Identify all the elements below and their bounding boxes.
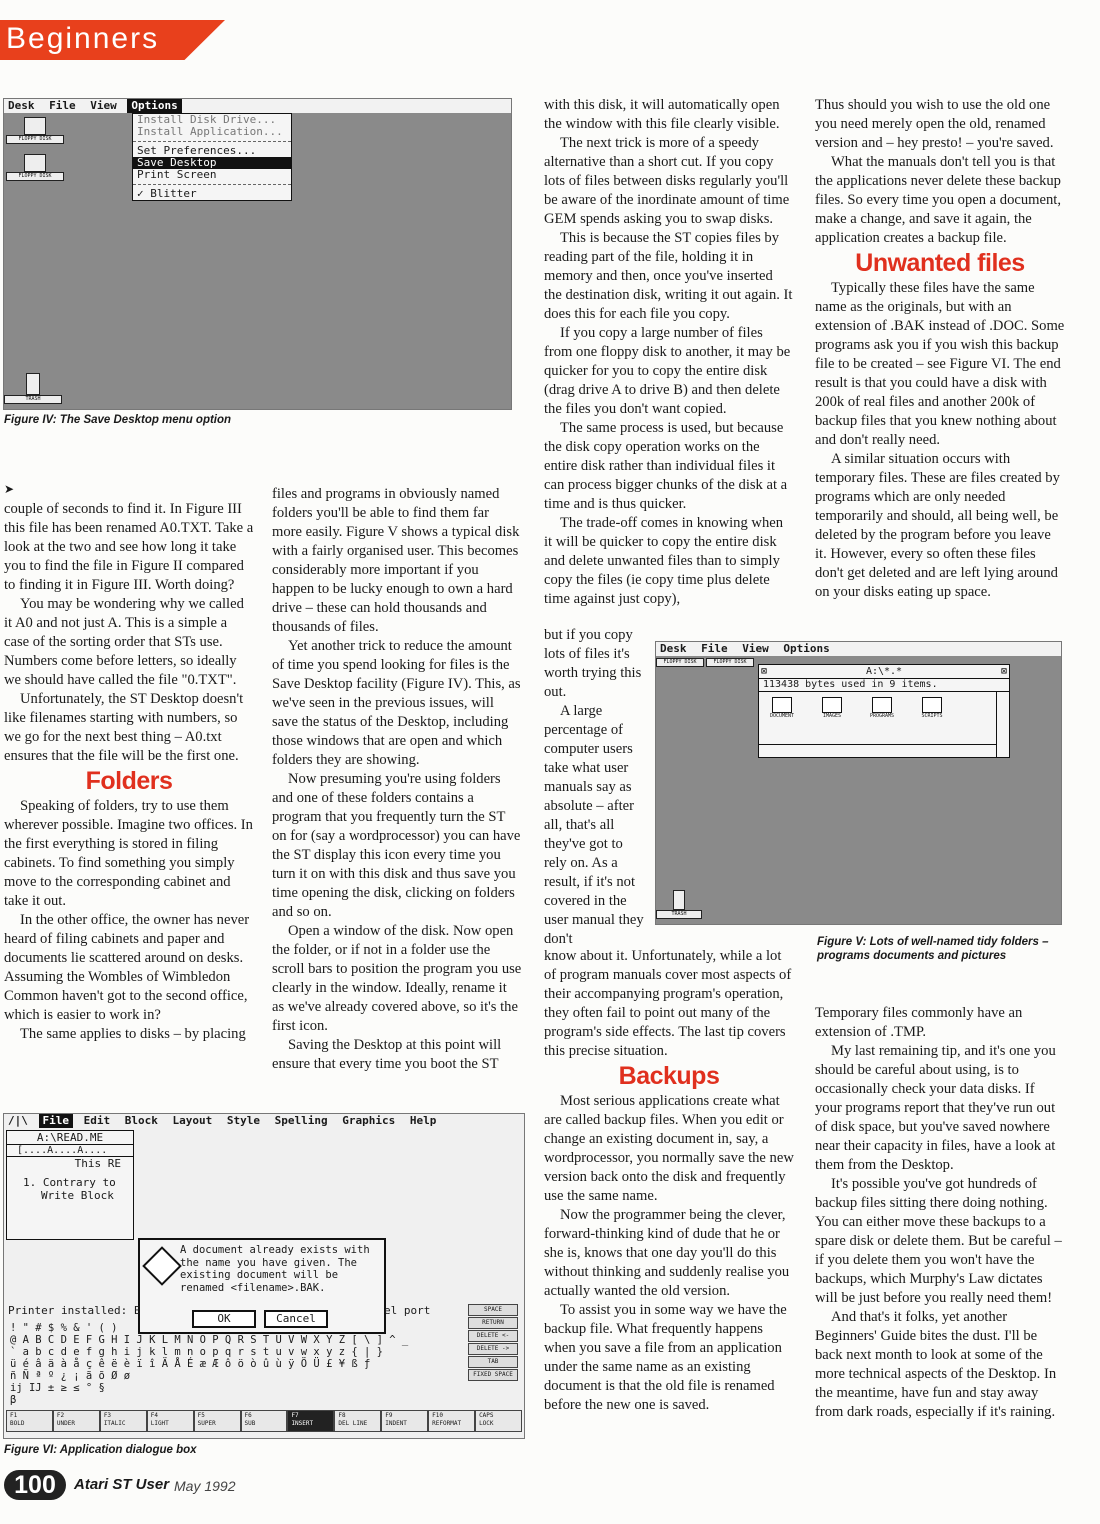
menu-options[interactable]: Options [783, 642, 830, 655]
paragraph: In the other office, the owner has never heard of filing cabinets and paper and documents lie scattered around on desks. Assuming the Wombles of Wimbledon Common haven't got to the second office, which is easier to work in? [4, 912, 250, 1023]
paragraph: This is because the ST copies files by reading part of the file, holding it in memory and then, once you've inserted the destination disk, writing it out again. It does this for each file you copy. [544, 230, 793, 322]
floppy-disk-icon-b[interactable] [6, 154, 64, 181]
trash-label: TRASH [656, 910, 702, 919]
floppy-disk-icon [24, 154, 46, 172]
key-id: F2 [56, 1412, 65, 1419]
key-label: INSERT [291, 1420, 314, 1427]
key-label: LIGHT [150, 1420, 169, 1427]
paragraph: know about it. Unfortunately, while a lot of program manuals cover most aspects of their accompanying program's operation, they often fail to point out many of the program's side effects. The last tip covers this precise situation. [544, 948, 792, 1059]
blitter-item[interactable]: ✓ Blitter [137, 187, 197, 200]
menu-help[interactable]: Help [409, 1114, 437, 1127]
cancel-button[interactable]: Cancel [264, 1310, 328, 1328]
key-id: F10 [432, 1412, 443, 1419]
key-id: F7 [291, 1412, 299, 1419]
page-number: 100 [4, 1470, 66, 1500]
options-dropdown [132, 113, 292, 201]
install-disk-drive-item: Install Disk Drive... [137, 113, 277, 126]
key-id: CAPS [479, 1412, 494, 1419]
heading-unwanted-files: Unwanted files [855, 249, 1025, 277]
key-id: F9 [385, 1412, 393, 1419]
key-label: BOLD [10, 1420, 25, 1427]
paragraph: Speaking of folders, try to use them wherever possible. Imagine two offices. In the first everything is stored in filing cabinets. To find something you simply move to the corresponding cabinet and take it out. [4, 798, 253, 909]
window-titlebar[interactable] [759, 665, 1009, 679]
paragraph: A large percentage of computer users take what user manuals say as absolute – after all, that's all they've got to rely on. As a result, if it's not covered in the user manual they don't [544, 703, 644, 947]
document-window[interactable] [6, 1130, 134, 1240]
menu-spelling[interactable]: Spelling [274, 1114, 328, 1127]
character-table[interactable] [10, 1322, 450, 1406]
column-1 [4, 500, 254, 1044]
trash-icon[interactable] [4, 373, 62, 404]
key-id: F6 [244, 1412, 252, 1419]
char-row: ` a b c d e f g h i j k l m n o p q r s t u v w x y z { | } [10, 1346, 383, 1358]
f2-under-key[interactable] [53, 1410, 100, 1432]
window-titlebar[interactable] [7, 1131, 133, 1145]
folder-label: SCRIPTS [921, 713, 943, 719]
paragraph: My last remaining tip, and it's one you should be careful about using, is to occasionally check your data disks. If your programs report that they've run out of disk space, but you've saved nowhere near their capacity in files, have a look at them from the Desktop. [815, 1043, 1056, 1173]
close-box-icon[interactable]: ⊠ [761, 666, 768, 677]
key-id: F3 [103, 1412, 112, 1419]
alert-text: A document already exists with the name you have given. The existing document will be renamed <filename>.BAK. [180, 1244, 370, 1294]
trash-can-icon [26, 373, 40, 395]
f7-insert-key[interactable] [287, 1410, 334, 1432]
figure-6-screen [3, 1113, 525, 1439]
char-row: ñ Ñ ª º ¿ ¡ ã õ Ø ø [10, 1370, 131, 1382]
key-id: F5 [197, 1412, 205, 1419]
window-title: A:\READ.ME [36, 1131, 104, 1144]
char-row: ! " # $ % & ' ( ) [10, 1322, 118, 1334]
key-label: LOCK [479, 1420, 494, 1427]
icon-label: FLOPPY DISK [656, 658, 704, 667]
folder-images[interactable] [817, 697, 847, 719]
caps-lock-key[interactable] [475, 1410, 522, 1432]
paragraph: files and programs in obviously named folders you'll be able to find them far more easily. Figure V shows a typical disk with a fairly organised user. This becomes considerably more important if you happen to be lucky enough to own a hard drive – these can hold thousands and thousands of files. [272, 486, 520, 635]
paragraph: Most serious applications create what are called backup files. When you edit or change an existing document in, say, a wordprocessor, you normally save the new version back onto the disk and frequently use the same name. [544, 1093, 794, 1204]
key-label: REFORMAT [432, 1420, 462, 1427]
icon-label: FLOPPY DISK [706, 658, 754, 667]
paragraph: with this disk, it will automatically open the window with this file clearly visible. [544, 97, 780, 132]
column-4 [815, 96, 1065, 602]
figure-5-screen [655, 641, 1062, 925]
disk-window[interactable] [758, 664, 1010, 758]
folder-programs[interactable] [867, 697, 897, 719]
char-row: β [10, 1394, 17, 1406]
key-label: DEL LINE [338, 1420, 368, 1427]
column-3-narrow [544, 626, 644, 949]
paragraph: Typically these files have the same name as the originals, but with an extension of .BAK instead of .DOC. Some programs ask you if you wish this backup file to be created – see Figure VI. The end result is that you could have a disk with 200k of real files and another 200k of backup files that you knew nothing about and don't really need. [815, 280, 1065, 448]
printer-label: Printer installed: E [8, 1304, 141, 1317]
trash-can-icon [673, 890, 685, 910]
paragraph: couple of seconds to find it. In Figure III this file has been renamed A0.TXT. Take a look at the two and see how long it take you to find the file in Figure II compared to finding it in Figure III. Worth doing? [4, 501, 254, 593]
section-title: Beginners [6, 22, 160, 55]
menu-file[interactable]: File [39, 1114, 74, 1128]
char-row: @ A B C D E F G H I J K L M N O P Q R S T U V W X Y Z [ \ ] ^ _ [10, 1334, 409, 1346]
set-preferences-item[interactable]: Set Preferences... [137, 144, 257, 157]
column-4-lower [815, 1004, 1065, 1422]
char-row: ü é â ä à å ç ê ë è ï î Ä Å É æ Æ ô ö ò û ù ÿ Ö Ü £ ¥ ß ƒ [10, 1358, 371, 1370]
menu-options[interactable]: Options [127, 99, 181, 113]
paragraph: It's possible you've got hundreds of backup files sitting there doing nothing. You can either move these backups to a spare disk or delete them. But be careful – if you delete them you won't have the backups, which Murphy's Law dictates will be just before you really need them! [815, 1176, 1062, 1306]
save-desktop-item[interactable]: Save Desktop [133, 157, 291, 169]
key-id: F4 [150, 1412, 158, 1419]
f4-light-key[interactable] [147, 1410, 194, 1432]
fig4-menubar [4, 99, 511, 113]
paragraph: What the manuals don't tell you is that the applications never delete these backup files. So every time you open a document, make a change, and save it again, the application creates a backup file. [815, 154, 1062, 246]
vertical-scrollbar[interactable] [996, 692, 1009, 757]
menu-style[interactable]: Style [226, 1114, 260, 1127]
paragraph: If you copy a large number of files from one floppy disk to another, it may be quicker for you to copy the entire disk (drag drive A to drive B) and then delete the files you don't want copied. [544, 325, 791, 417]
menu-graphics[interactable]: Graphics [342, 1114, 396, 1127]
issue-date: May 1992 [174, 1478, 236, 1494]
paragraph: A similar situation occurs with temporary files. These are files created by programs which are only needed temporarily and should, all being well, be deleted by the program before you leave it. However, every so often these files don't get deleted and are left lying around on your disks eating up space. [815, 451, 1060, 600]
folder-icon [772, 697, 792, 713]
floppy-disk-icon-b[interactable] [706, 658, 754, 667]
paragraph: Saving the Desktop at this point will ensure that every time you boot the ST [272, 1037, 502, 1072]
paragraph: Now presuming you're using folders and one of these folders contains a program that you frequently turn the ST on for (say a wordprocessor) you can have the ST display this icon every time you turn it on with this disk and thus save you time opening the disk, clicking on folders and so on. [272, 771, 521, 920]
paragraph: You may be wondering why we called it A0 and not just A. This is a simple a case of the sorting order that STs use. Numbers come before letters, so ideally we should have called the file "0.TXT". [4, 596, 244, 688]
key-label: SUPER [197, 1420, 216, 1427]
space-key[interactable]: SPACE [468, 1304, 518, 1316]
tab-key[interactable]: TAB [468, 1356, 518, 1368]
folder-icon [922, 697, 942, 713]
key-id: F8 [338, 1412, 346, 1419]
install-application-item: Install Application... [137, 125, 283, 138]
folder-label: PROGRAMS [869, 713, 895, 719]
fuller-box-icon[interactable]: ⊠ [1000, 666, 1007, 677]
continue-arrow: ➤ [4, 482, 15, 496]
f10-reformat-key[interactable] [428, 1410, 475, 1432]
doc-line: 1. Contrary to [23, 1176, 116, 1189]
paragraph: Now the programmer being the clever, forward-thinking kind of dude that he or she is, knows that one day you'll do this without thinking and suddenly realise you actually wanted the old version. [544, 1207, 790, 1299]
f3-italic-key[interactable] [100, 1410, 147, 1432]
alert-dialog [138, 1238, 386, 1334]
paragraph: The next trick is more of a speedy alternative than a short cut. If you copy lots of files between disks regularly you'll be aware of the inordinate amount of time GEM spends asking you to swap disks. [544, 135, 790, 227]
key-label: ITALIC [103, 1420, 126, 1427]
doc-line: Write Block [41, 1189, 114, 1202]
atari-logo-icon[interactable]: /|\ [8, 1114, 28, 1127]
function-key-bar [6, 1410, 522, 1434]
menu-desk[interactable]: Desk [8, 99, 35, 112]
char-row: ij IJ ± ≥ ≤ ° § [10, 1382, 105, 1394]
icon-label: FLOPPY DISK [6, 135, 64, 144]
magazine-name: Atari ST User [74, 1476, 170, 1493]
fig5-menubar [656, 642, 1061, 656]
trash-icon[interactable] [656, 890, 702, 919]
trash-label: TRASH [4, 395, 62, 404]
key-label: SUB [244, 1420, 256, 1427]
floppy-disk-icon-a[interactable] [6, 117, 64, 144]
ok-button[interactable]: OK [192, 1310, 256, 1328]
window-info: 113438 bytes used in 9 items. [759, 679, 1009, 692]
floppy-disk-icon-a[interactable] [656, 658, 704, 667]
f8-del-line-key[interactable] [334, 1410, 381, 1432]
heading-backups: Backups [618, 1062, 720, 1090]
heading-folders: Folders [85, 767, 173, 795]
menu-file[interactable]: File [701, 642, 728, 655]
folder-document[interactable] [767, 697, 797, 719]
menu-view[interactable]: View [90, 99, 117, 112]
menu-separator [133, 141, 291, 142]
column-3-lower [544, 947, 794, 1415]
paragraph: Temporary files commonly have an extension of .TMP. [815, 1005, 1023, 1040]
section-banner [0, 20, 225, 60]
paragraph: Open a window of the disk. Now open the folder, or if not in a folder use the scroll bars to position the program you use clearly in the window. Ideally, rename it as we've already covered above, so it's the first icon. [272, 923, 522, 1034]
doc-line: This RE [74, 1157, 121, 1170]
menu-view[interactable]: View [742, 642, 769, 655]
printer-port-label: el port [384, 1304, 431, 1317]
menu-file[interactable]: File [49, 99, 76, 112]
paragraph: To assist you in some way we have the backup file. What frequently happens when you save a file from an application under the same name as an existing document is that the old file is renamed before the new one is saved. [544, 1302, 787, 1413]
paragraph: The same applies to disks – by placing [20, 1026, 246, 1042]
window-title: A:\*.* [865, 666, 903, 677]
floppy-disk-icon [24, 117, 46, 135]
menu-separator [133, 184, 291, 185]
figure-5-caption: Figure V: Lots of well-named tidy folders – programs documents and pictures [817, 936, 1049, 962]
delete-right-key[interactable]: DELETE -> [468, 1343, 518, 1355]
key-label: UNDER [56, 1420, 75, 1427]
column-3 [544, 96, 794, 609]
horizontal-scrollbar[interactable] [759, 744, 997, 757]
key-label: INDENT [385, 1420, 407, 1427]
figure-4-screen [3, 98, 512, 410]
figure-4-caption: Figure IV: The Save Desktop menu option [4, 414, 232, 426]
paragraph: And that's it folks, yet another Beginners' Guide bites the dust. I'll be back next month to look at some of the more technical aspects of the Desktop. In the meantime, have fun and stay away from dark roads, especially if it's raining. [815, 1309, 1057, 1420]
column-2 [272, 485, 522, 1074]
paragraph: Unfortunately, the ST Desktop doesn't like filenames starting with numbers, so we go for the next best thing – A0.txt ensures that the file will be the first one. [4, 691, 244, 764]
paragraph: The same process is used, but because the disk copy operation works on the entire disk rather than individual files it can process bigger chunks of the disk at a time and is thus quicker. [544, 420, 788, 512]
paragraph: Thus should you wish to use the old one you need merely open the old, renamed version and – hey presto! – you're saved. [815, 97, 1054, 151]
menu-desk[interactable]: Desk [660, 642, 687, 655]
f6-sub-key[interactable] [241, 1410, 288, 1432]
paragraph: The trade-off comes in knowing when it will be quicker to copy the entire disk and delete unwanted files than to simply copy the files (ie copy time plus delete time against just copy), [544, 515, 784, 607]
fig6-menubar [4, 1114, 524, 1128]
icon-label: FLOPPY DISK [6, 172, 64, 181]
folder-label: DOCUMENT [769, 713, 795, 719]
question-mark-icon [142, 1246, 182, 1286]
folder-label: IMAGES [822, 713, 842, 719]
folder-icon [822, 697, 842, 713]
folder-icon [872, 697, 892, 713]
paragraph: but if you copy lots of files it's worth trying this out. [544, 627, 642, 700]
key-id: F1 [10, 1412, 18, 1419]
print-screen-item[interactable]: Print Screen [137, 168, 217, 181]
ruler: [....A....A.... [7, 1145, 133, 1157]
menu-layout[interactable]: Layout [172, 1114, 213, 1127]
figure-6-caption: Figure VI: Application dialogue box [4, 1444, 197, 1456]
f1-bold-key[interactable] [6, 1410, 53, 1432]
menu-block[interactable]: Block [124, 1114, 158, 1127]
delete-left-key[interactable]: DELETE <- [468, 1330, 518, 1342]
fixed-space-key[interactable]: FIXED SPACE [468, 1369, 518, 1381]
paragraph: Yet another trick to reduce the amount of time you spend looking for files is the Save Desktop facility (Figure IV). This, as we've seen in the previous issues, will save the status of the Desktop, including those windows that are open and which folders they are showing. [272, 638, 521, 768]
f5-super-key[interactable] [194, 1410, 241, 1432]
folder-scripts[interactable] [917, 697, 947, 719]
f9-indent-key[interactable] [381, 1410, 428, 1432]
return-key[interactable]: RETURN [468, 1317, 518, 1329]
menu-edit[interactable]: Edit [83, 1114, 111, 1127]
